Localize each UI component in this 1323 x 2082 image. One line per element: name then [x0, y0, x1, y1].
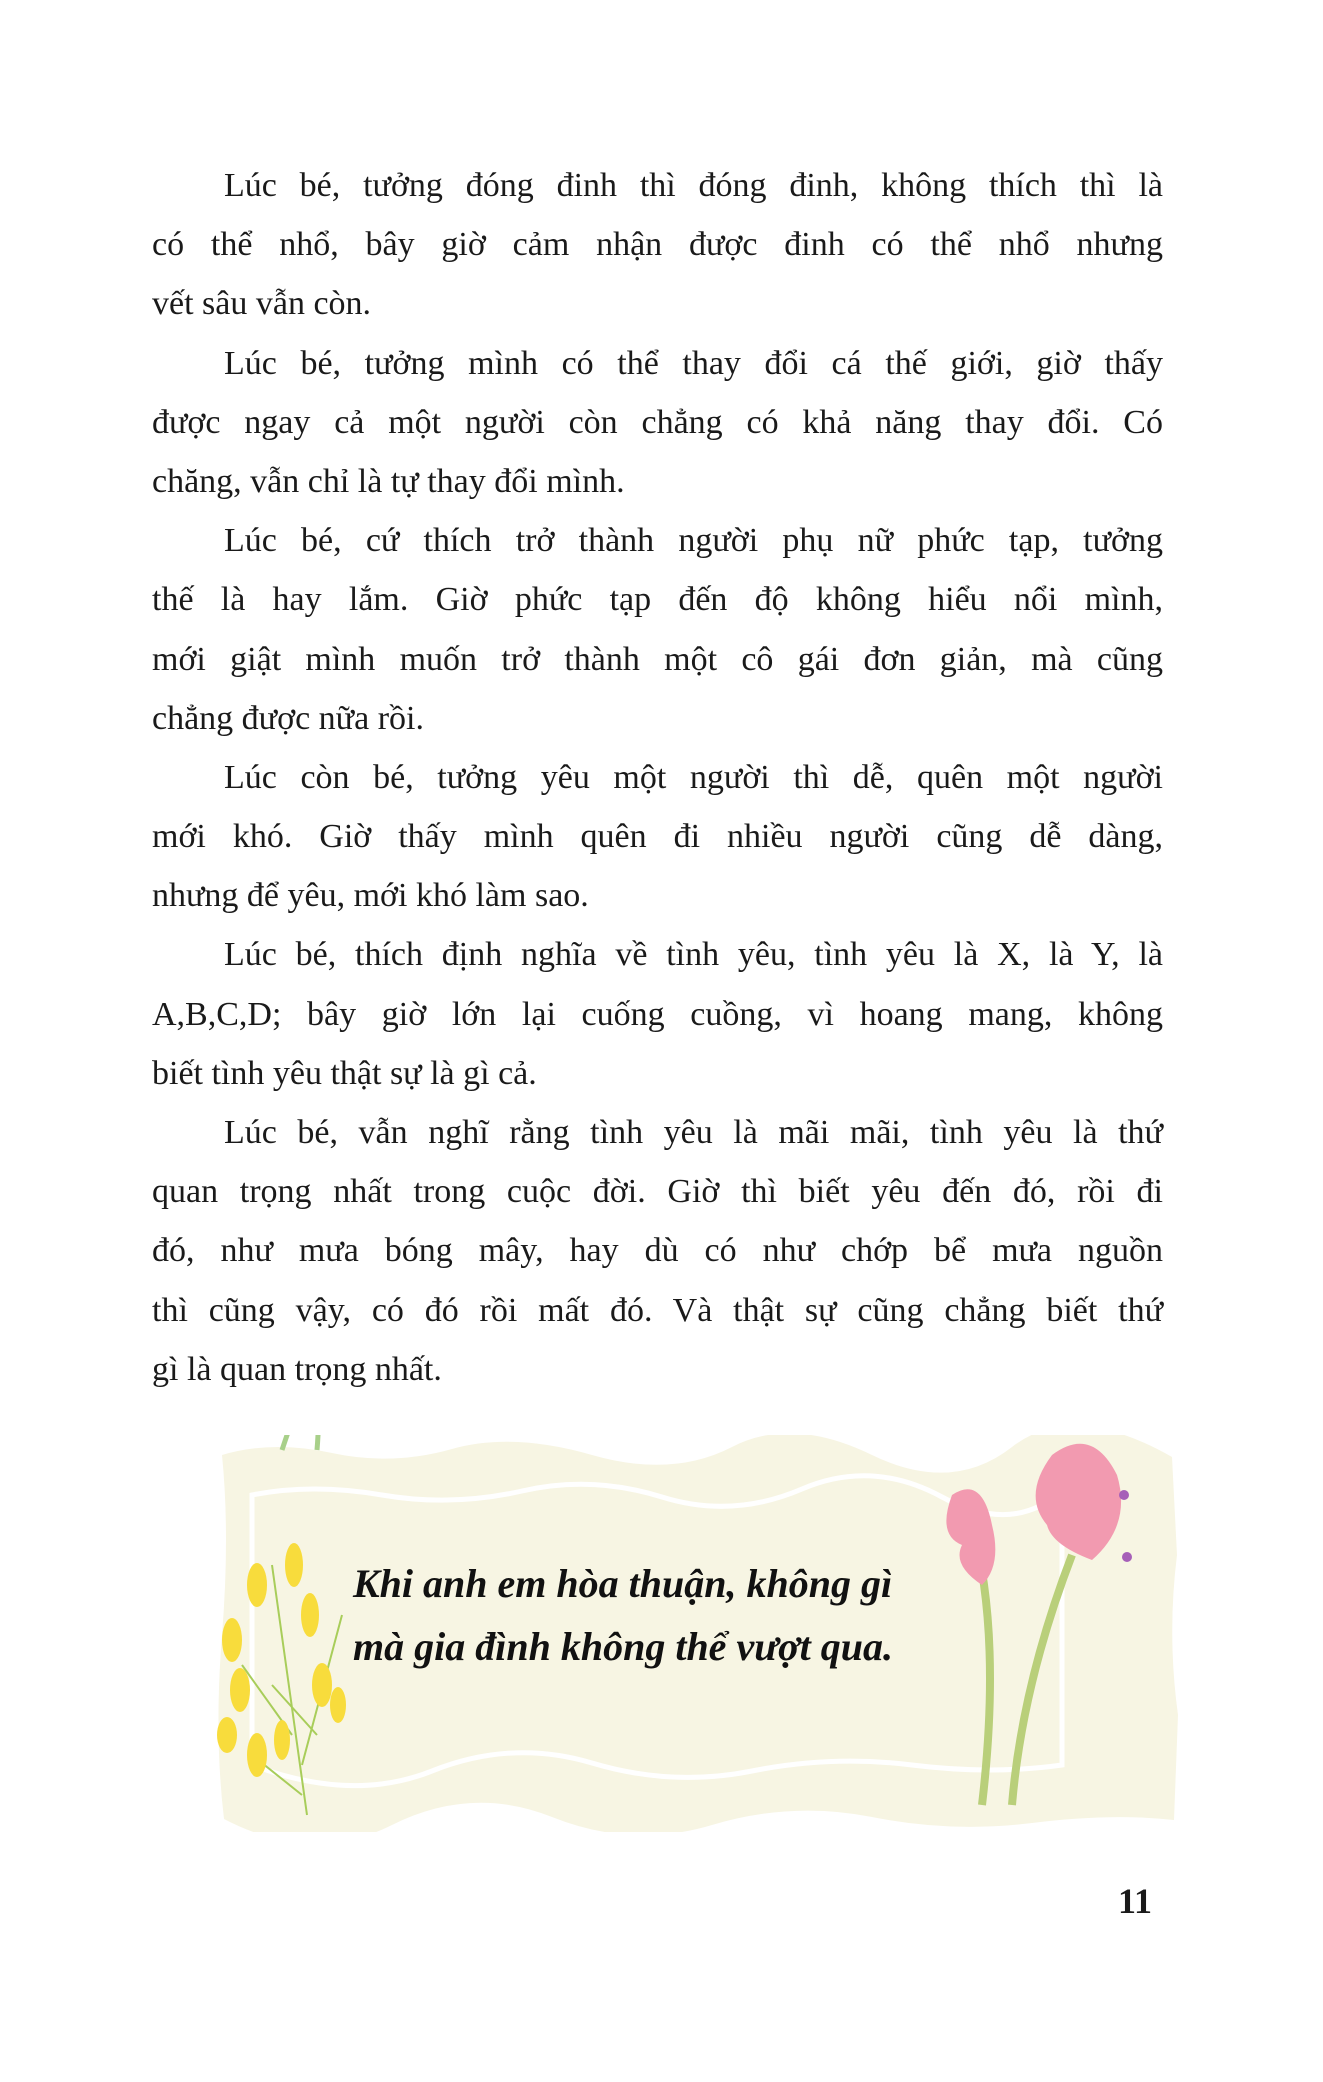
text-line: vết sâu vẫn còn.	[152, 285, 372, 323]
paragraph	[152, 925, 1163, 1103]
text-line: đó, như mưa bóng mây, hay dù có như chớp bể mưa nguồn	[152, 1232, 1163, 1270]
quote-line: Khi anh em hòa thuận, không gì	[353, 1561, 893, 1606]
text-line: Lúc còn bé, tưởng yêu một người thì dễ, quên một người	[224, 758, 1163, 796]
page-number: 11	[1118, 1881, 1153, 1921]
text-line: gì là quan trọng nhất.	[152, 1350, 442, 1388]
text-line: được ngay cả một người còn chẳng có khả năng thay đổi. Có	[152, 403, 1163, 441]
text-line: Lúc bé, vẫn nghĩ rằng tình yêu là mãi mãi, tình yêu là thứ	[224, 1114, 1163, 1151]
text-line: mới giật mình muốn trở thành một cô gái đơn giản, mà cũng	[152, 640, 1163, 678]
paragraph	[152, 334, 1163, 512]
text-line: nhưng để yêu, mới khó làm sao.	[152, 877, 589, 915]
text-line: Lúc bé, tưởng đóng đinh thì đóng đinh, không thích thì là	[224, 167, 1163, 204]
text-line: thì cũng vậy, có đó rồi mất đó. Và thật sự cũng chẳng biết thứ	[152, 1291, 1163, 1329]
text-line: Lúc bé, cứ thích trở thành người phụ nữ phức tạp, tưởng	[224, 522, 1163, 560]
quote-line: mà gia đình không thể vượt qua.	[353, 1624, 893, 1669]
paragraph	[152, 511, 1163, 748]
paragraph	[152, 156, 1163, 334]
text-line: biết tình yêu thật sự là gì cả.	[152, 1054, 537, 1092]
text-line: A,B,C,D; bây giờ lớn lại cuống cuồng, vì hoang mang, không	[152, 995, 1163, 1033]
text-line: chăng, vẫn chỉ là tự thay đổi mình.	[152, 462, 625, 500]
text-line: chẳng được nữa rồi.	[152, 699, 424, 737]
paragraph	[152, 1103, 1163, 1399]
text-line: Lúc bé, tưởng mình có thể thay đổi cá thế giới, giờ thấy	[224, 344, 1163, 382]
text-line: thế là hay lắm. Giờ phức tạp đến độ không hiểu nổi mình,	[152, 581, 1163, 619]
quote-text	[353, 1552, 893, 1678]
text-line: quan trọng nhất trong cuộc đời. Giờ thì biết yêu đến đó, rồi đi	[152, 1173, 1163, 1211]
text-line: Lúc bé, thích định nghĩa về tình yêu, tình yêu là X, là Y, là	[224, 936, 1163, 974]
text-line: có thể nhổ, bây giờ cảm nhận được đinh có thể nhổ nhưng	[152, 226, 1163, 264]
text-line: mới khó. Giờ thấy mình quên đi nhiều người cũng dễ dàng,	[152, 818, 1163, 856]
green-sprout-icon	[242, 1435, 319, 1450]
body-text	[152, 156, 1163, 1399]
paragraph	[152, 748, 1163, 926]
